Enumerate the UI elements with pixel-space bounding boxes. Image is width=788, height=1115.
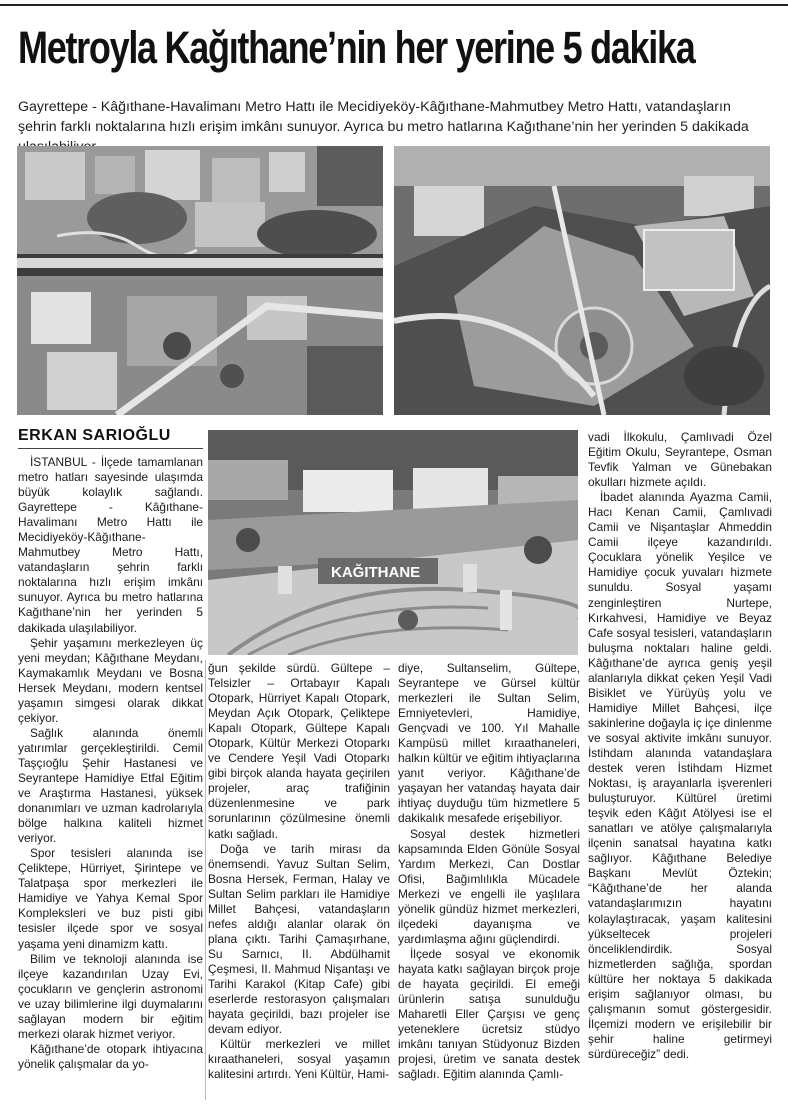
- byline-rule: [18, 448, 203, 449]
- article-column-3: [398, 661, 580, 1082]
- col1-para-6: Kâğıthane’de otopark ihtiyacına yönelik çalışmalar da yo-: [18, 1041, 203, 1071]
- headline: Metroyla Kağıthane’nin her yerine 5 dakika: [18, 22, 695, 73]
- square-sign-text: KAĞITHANE: [331, 564, 421, 581]
- square-photo: [208, 430, 578, 655]
- col2-para-2: Doğa ve tarih mirası da önemsendi. Yavuz Sultan Selim, Bosna Hersek, Ferman, Halay ve Sultan Selim parkları ile Hamidiye Millet Bahçesi, vatandaşların nefes aldığı alanlar olarak ön plana çıktı. Tarihi Çamaşırhane, Su Sarnıcı, II. Abdülhamit Çeşmesi, II. Mahmud Nişantaşı ve Tarihi Karakol (Kitap Cafe) gibi eserlerde restorasyon çalışmaları hayata geçirildi, bazı projeler ise devam ediyor.: [208, 841, 390, 1037]
- spot-text: Gayrettepe - Kâğıthane-Havalimanı Metro Hattı ile Mecidiyeköy-Kâğıthane-Mahmutbey Metro Hattı, vatandaşların şehrin farklı noktalarına hızlı erişim imkânı sunuyor. Ayrıca bu metro hatlarına Kağıthane’nin her yerinden 5 dakikada: [18, 99, 749, 135]
- col2-para-3: Kültür merkezleri ve millet kıraathaneleri, sosyal yaşamın kalitesini artırdı. Yeni Kültür, Hami-: [208, 1037, 390, 1082]
- col4-para-1: vadi İlkokulu, Çamlıvadi Özel Eğitim Okulu, Seyrantepe, Osman Tevfik Yalman ve Günebakan okulları hizmete açıldı.: [588, 430, 772, 490]
- article-column-1: [18, 455, 203, 1072]
- col1-para-2: Şehir yaşamını merkezleyen üç yeni meydan; Kâğıthane Meydanı, Kaymakamlık Meydanı ve Bosna Hersek Meydanı, modern kentsel yaşamın simgesi olarak dikkat çekiyor.: [18, 635, 203, 725]
- col4-para-2: İbadet alanında Ayazma Camii, Hacı Kenan Camii, Çamlıvadi Camii ve Nişantaşlar Ahmeddin Camii ilçeye kazandırıldı. Çocuklara yönelik Yeşilce ve Hamidiye çocuk yuvaları hizmete sunuldu. Sosyal yaşamı zenginleştiren Nurtepe, Kırkahvesi, Hamidiye ve Beyaz Cafe sosyal tesisleri, vatandaşların buluşma noktaları haline geldi. Kâğıthane’de ayrıca geniş yeşil alanlarıyla dikkat çeken Yeşil Vadi Bisiklet ve Yürüyüş yolu ve Hamidiye Millet Bahçesi, ilçe sakinlerine doğayla iç içe dinlenme ve sosyal aktivite imkânı sunuyor. İstihdam alanında vatandaşlara destek veren İstihdam Hizmet Noktası, iş arayanlarla işverenleri buluşturuyor. Kültürel üretimi teşvik eden Kâğıt Atölyesi ise el sanatları ve atölye çalışmalarıyla ilçenin sanatsal hayatına katkı sağlıyor. Kâğıthane Belediye Başkanı Mevlüt Öztekin; “Kâğıthane’de her alanda vatandaşlarımızın hayatını kolaylaştıracak, yaşam kalitesini yükseltecek projeleri önceliklendirdik. Sosyal hizmetlerden sağlığa, spordan kültüre her noktaya 5 dakikada erişim sağlanıyor olması, bu çalışmanın somut göstergesidir. İlçemizi modern ve erişilebilir bir şehir haline getirmeyi sürdüreceğiz” dedi.: [588, 490, 772, 1061]
- column-divider-1: [205, 660, 206, 1100]
- article-column-2: [208, 661, 390, 1082]
- col1-para-4: Spor tesisleri alanında ise Çeliktepe, Hürriyet, Şirintepe ve Talatpaşa spor merkezleri ile Hamidiye ve Yahya Kemal Spor Kompleksleri ve buz pisti gibi tesisler ilçede spor ve sosyal yaşama yeni dinamizm kattı.: [18, 846, 203, 951]
- byline: ERKAN SARIOĞLU: [18, 427, 171, 444]
- col3-para-3: İlçede sosyal ve ekonomik hayata katkı sağlayan birçok proje de hayata geçirildi. El emeği ürünlerin satışa sunulduğu Maharetli Eller Çarşısı ve genç yeteneklere ücretsiz stüdyo imkânı tanıyan Stüdyonuz Bizden projesi, üretim ve sanata destek sağladı. Eğitim alanında Çamlı-: [398, 946, 580, 1082]
- top-rule: [0, 4, 788, 6]
- col1-para-3: Sağlık alanında önemli yatırımlar gerçekleştirildi. Cemil Taşçıoğlu Şehir Hastanesi ve Seyrantepe Hamidiye Etfal Eğitim ve Araştırma Hastanesi, yüksek donanımları ve uzman kadrolarıyla bölge halkına kaliteli hizmet veriyor.: [18, 725, 203, 846]
- col3-para-2: Sosyal destek hizmetleri kapsamında Elden Gönüle Sosyal Yardım Merkezi, Can Dostlar Ofisi, Bağımlılıkla Mücadele Merkezi ve engelli ile yaşlılara yönelik gündüz hizmet merkezleri, ilçedeki dayanışma ve yardımlaşma ağını güçlendirdi.: [398, 826, 580, 946]
- col1-para-1: İSTANBUL - İlçede tamamlanan metro hatları sayesinde ulaşımda büyük kolaylık sağlandı. Gayrettepe - Kâğıthane-Havalimanı Metro Hattı ile Mecidiyeköy-Kâğıthane-Mahmutbey Metro Hattı, vatandaşların şehrin farklı noktalarına hızlı erişim imkânı sunuyor. Ayrıca bu metro hatlarına Kağıthane’nin her yerinden 5 dakikada ulaşılabiliyor.: [18, 455, 203, 635]
- park-aerial-photo: [394, 146, 770, 415]
- col2-para-1: ğun şekilde sürdü. Gültepe – Telsizler – Ortabayır Kapalı Otopark, Hürriyet Kapalı Otopark, Meydan Açık Otopark, Çeliktepe Kapalı Otopark, Gültepe Kapalı Otopark, Kültür Merkezi Otoparkı ve Cendere Yeşil Vadi Otoparkı gibi birçok alanda hayata geçirilen projeler, araç trafiğinin düzenlenmesine ve park sorunlarının çözülmesine önemli katkı sağladı.: [208, 661, 390, 841]
- col3-para-1: diye, Sultanselim, Gültepe, Seyrantepe ve Gürsel kültür merkezleri ile Sultan Selim, Emniyetevleri, Hamidiye, Gençvadi ve 100. Yıl Mahalle Kampüsü millet kıraathaneleri, halkın kültür ve eğitim ihtiyaçlarına yanıt veriyor. Kâğıthane’de yaşayan her vatandaş hayata dair ihtiyaç duyduğu tüm hizmetlere 5 dakikalık mesafede erişebiliyor.: [398, 661, 580, 826]
- col1-para-5: Bilim ve teknoloji alanında ise ilçeye kazandırılan Uzay Evi, çocukların ve gençlerin astronomi ve uzay bilimlerine ilgi duymalarını sağlayan modern bir eğitim merkezi olarak hizmet veriyor.: [18, 951, 203, 1041]
- article-column-4: [588, 430, 772, 1062]
- metro-aerial-photo: [17, 146, 383, 415]
